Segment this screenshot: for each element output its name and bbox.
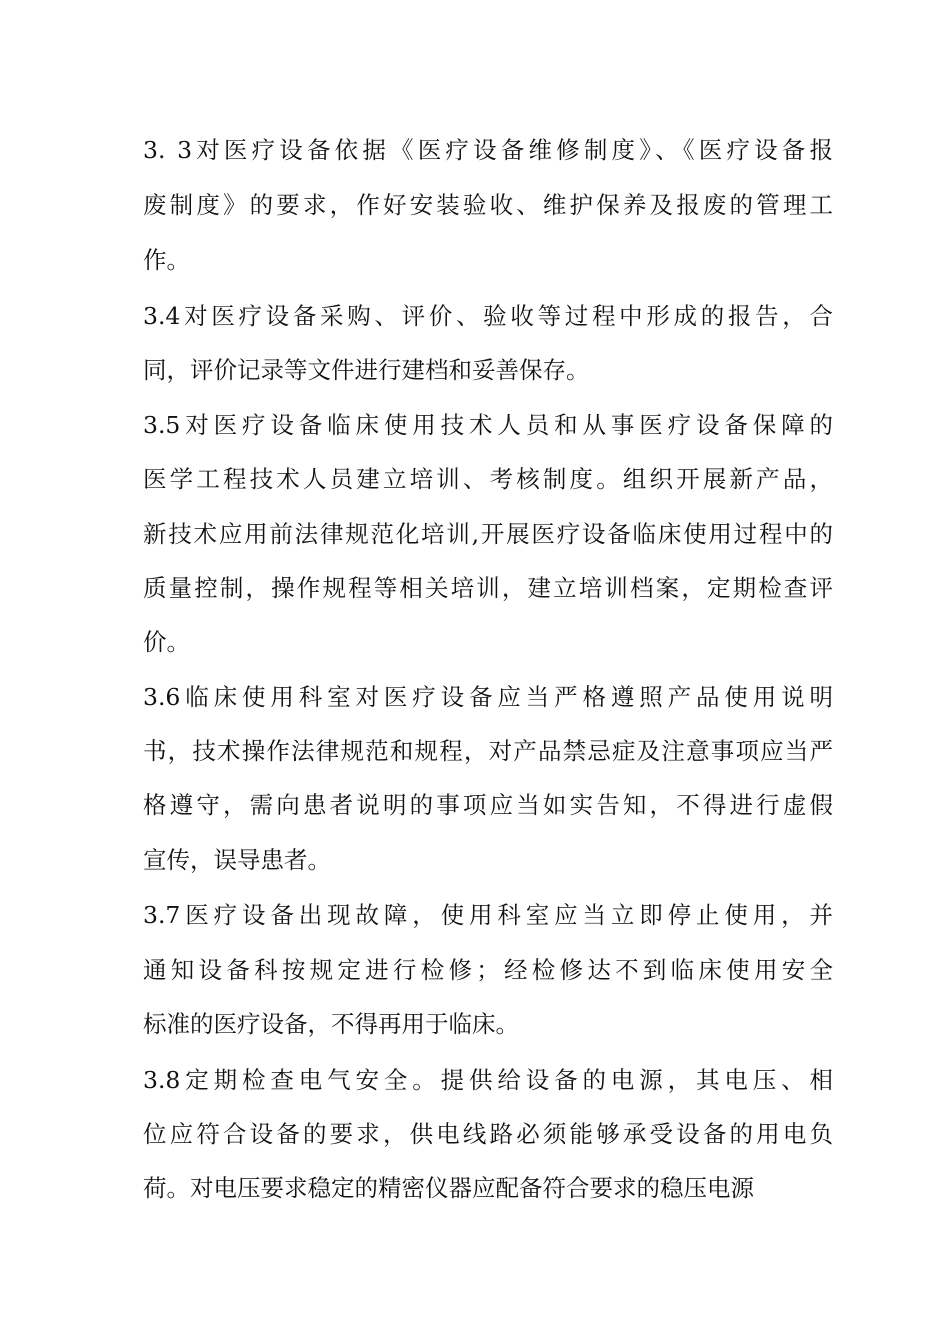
text-line-13: 格遵守，需向患者说明的事项应当如实告知，不得进行虚假 bbox=[143, 791, 833, 819]
text-line-14: 宣传，误导患者。 bbox=[143, 846, 331, 874]
text-line-12: 书，技术操作法律规范和规程，对产品禁忌症及注意事项应当严 bbox=[143, 737, 833, 765]
text-line-6: 3.5对医疗设备临床使用技术人员和从事医疗设备保障的 bbox=[143, 411, 833, 439]
text-line-5: 同，评价记录等文件进行建档和妥善保存。 bbox=[143, 356, 590, 384]
text-line-17: 标准的医疗设备，不得再用于临床。 bbox=[143, 1010, 519, 1038]
text-line-15: 3.7医疗设备出现故障，使用科室应当立即停止使用，并 bbox=[143, 901, 833, 929]
text-line-1: 3. 3对医疗设备依据《医疗设备维修制度》、《医疗设备报 bbox=[143, 136, 833, 164]
text-line-19: 位应符合设备的要求，供电线路必须能够承受设备的用电负 bbox=[143, 1120, 833, 1148]
text-line-10: 价。 bbox=[143, 628, 190, 656]
text-line-9: 质量控制，操作规程等相关培训，建立培训档案，定期检查评 bbox=[143, 574, 833, 602]
text-line-3: 作。 bbox=[143, 246, 190, 274]
text-line-7: 医学工程技术人员建立培训、考核制度。组织开展新产品， bbox=[143, 465, 833, 493]
text-line-20: 荷。对电压要求稳定的精密仪器应配备符合要求的稳压电源 bbox=[143, 1174, 754, 1202]
text-line-16: 通知设备科按规定进行检修；经检修达不到临床使用安全 bbox=[143, 956, 833, 984]
text-line-8: 新技术应用前法律规范化培训,开展医疗设备临床使用过程中的 bbox=[143, 520, 833, 548]
text-line-18: 3.8定期检查电气安全。提供给设备的电源，其电压、相 bbox=[143, 1066, 833, 1094]
text-line-11: 3.6临床使用科室对医疗设备应当严格遵照产品使用说明 bbox=[143, 683, 833, 711]
text-line-4: 3.4对医疗设备采购、评价、验收等过程中形成的报告，合 bbox=[143, 302, 833, 330]
text-line-2: 废制度》的要求，作好安装验收、维护保养及报废的管理工 bbox=[143, 191, 833, 219]
